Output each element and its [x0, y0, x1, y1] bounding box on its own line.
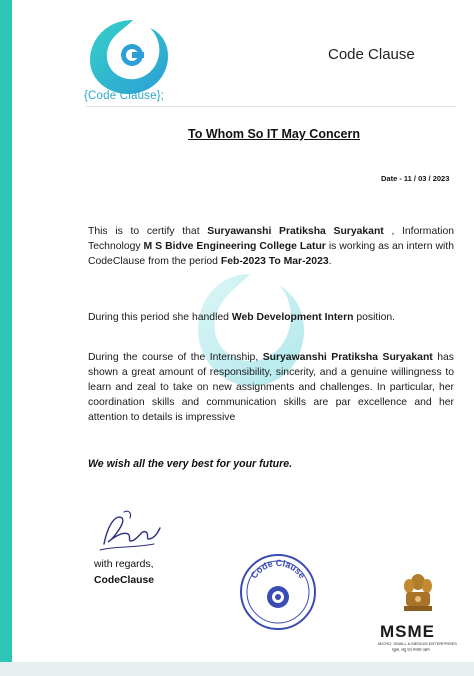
college-name: M S Bidve Engineering College Latur [143, 241, 326, 252]
intern-name: Suryawanshi Pratiksha Suryakant [207, 226, 384, 237]
intern-position: Web Development Intern [231, 312, 354, 323]
regards-text: with regards, [94, 559, 154, 570]
p3-text-2: has shown a great amount of responsibility, sincerity, and a genuine willingness to learn and zeal to take on new assignments and challenges. In particular, her coordination skills and communication skills are par excellence and her attention to details is impressive [88, 352, 455, 423]
company-name: Code Clause [328, 46, 415, 63]
performance-paragraph [88, 350, 454, 425]
logo-caption: {Code Clause}; [84, 90, 165, 102]
left-accent-bar [0, 0, 12, 676]
certify-paragraph [88, 224, 454, 269]
p1-text-3: is working as an intern with CodeClause from the period [88, 241, 454, 267]
p3-text-1: During the course of the Internship, [88, 352, 263, 363]
stamp-text: Code Clause [248, 557, 308, 581]
header-divider [86, 106, 456, 107]
internship-period: Feb-2023 To Mar-2023 [220, 256, 329, 267]
letter-date: Date - 11 / 03 / 2023 [381, 174, 450, 183]
signature-icon [94, 504, 164, 560]
p2-text-1: During this period she handled [88, 312, 232, 323]
wish-line: We wish all the very best for your future. [88, 458, 293, 470]
p2-text-2: position. [353, 312, 396, 323]
national-emblem-icon [396, 568, 440, 622]
p1-text-4: . [328, 256, 332, 267]
intern-name-2: Suryawanshi Pratiksha Suryakant [262, 352, 433, 363]
letter-subject: To Whom So IT May Concern [188, 127, 360, 141]
signature-company: CodeClause [94, 575, 155, 586]
msme-subtitle: MICRO, SMALL & MEDIUM ENTERPRISES [378, 641, 457, 646]
p1-text-2: , Information Technology [88, 226, 454, 252]
msme-hindi-text: सूक्ष्म, लघु एवं मध्यम उद्यम [392, 647, 430, 652]
msme-logo: MSME [380, 622, 435, 641]
position-paragraph [88, 310, 454, 325]
company-stamp-icon [238, 552, 318, 632]
bottom-strip [0, 662, 474, 676]
p1-text-1: This is to certify that [88, 226, 208, 237]
